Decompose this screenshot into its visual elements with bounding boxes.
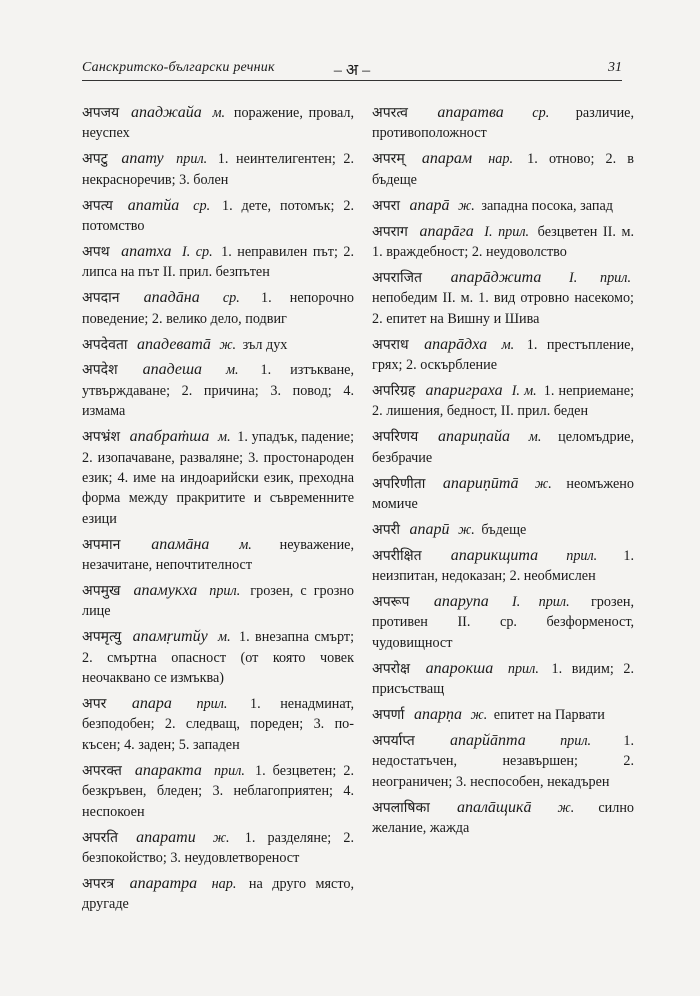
headword-devanagari: अपरक्त	[82, 762, 122, 779]
grammar-label: м.	[212, 105, 226, 121]
headword-transliteration: ападеша	[142, 361, 203, 379]
headword-devanagari: अपदेवता	[82, 336, 128, 353]
headword-transliteration: апарокша	[425, 659, 494, 677]
definition: грозен, с грозно лице	[82, 583, 354, 620]
grammar-label: прил.	[209, 583, 241, 600]
headword-transliteration: апаракта	[134, 761, 202, 779]
dictionary-entry	[372, 103, 634, 144]
dictionary-entry	[82, 103, 354, 144]
grammar-label: ж.	[470, 707, 488, 724]
grammar-label: прил.	[507, 660, 539, 677]
grammar-label: м.	[218, 629, 231, 646]
grammar-label: прил.	[566, 547, 598, 564]
headword-transliteration: апарṇа	[413, 706, 462, 724]
dictionary-entry	[372, 546, 634, 587]
definition: 1. неизпитан, недоказан; 2. необмислен	[372, 547, 634, 585]
grammar-label: I. ср.	[182, 243, 213, 260]
grammar-label: ж.	[458, 521, 475, 538]
headword-transliteration: апарйāпта	[450, 731, 526, 749]
headword-transliteration: апаратра	[129, 874, 198, 892]
grammar-label: м.	[528, 429, 542, 446]
headword-transliteration: апатха	[121, 242, 172, 260]
grammar-label: нар.	[211, 875, 237, 892]
definition: целомъдрие, безбрачие	[372, 429, 635, 466]
dictionary-entry	[82, 288, 354, 329]
headword-devanagari: अपरिग्रह	[372, 382, 416, 399]
headword-devanagari: अपरोक्ष	[372, 660, 411, 677]
headword-transliteration: апаратва	[437, 104, 504, 121]
headword-devanagari: अपराग	[372, 223, 408, 240]
headword-devanagari: अपटु	[82, 151, 108, 168]
definition: неуважение, незачитане, непочтителност	[82, 536, 355, 574]
headword-transliteration: апарам	[421, 150, 473, 168]
grammar-label: ж.	[535, 475, 552, 492]
headword-devanagari: अपर्णा	[372, 707, 405, 724]
dictionary-entry	[372, 520, 634, 540]
definition: 1. неинтелигентен; 2. некрасноречив; 3. болен	[82, 151, 355, 188]
headword-transliteration: апарӣ	[409, 520, 450, 538]
headword-devanagari: अपत्य	[82, 197, 113, 214]
headword-devanagari: अपरीक्षित	[372, 547, 422, 564]
grammar-label: I. м.	[511, 382, 537, 399]
headword-devanagari: अपराजित	[372, 269, 422, 286]
headword-devanagari: अपराध	[372, 336, 409, 353]
dictionary-entry	[372, 222, 634, 263]
definition: грозен, противен II. ср. безформеност, чудовищност	[372, 594, 635, 651]
headword-transliteration: апарупа	[433, 593, 489, 611]
headword-transliteration: апарати	[136, 828, 196, 846]
dictionary-entry	[82, 149, 354, 190]
headword-devanagari: अपर्याप्त	[372, 732, 415, 749]
definition: поражение, провал, неуспех	[82, 105, 355, 142]
definition: 1. недостатъчен, незавършен; 2. неограничен; 3. неспособен, некадърен	[372, 732, 635, 790]
definition: неомъжено момиче	[372, 475, 634, 512]
definition: 1. изтъкване, утвърждаване; 2. причина; 3. повод; 4. измама	[82, 362, 355, 420]
dictionary-entry	[82, 427, 354, 529]
dictionary-entry	[372, 381, 634, 422]
definition: 1. упадък, падение; 2. изопачаване, разваляне; 3. простонароден език; 4. име на индоарийски език, преходна форма между пракритите и съвременните езици	[82, 429, 355, 527]
definition: зъл дух	[242, 336, 288, 353]
definition: 1. непорочно поведение; 2. велико дело, подвиг	[82, 290, 355, 327]
headword-transliteration: апариṇайа	[438, 428, 511, 446]
grammar-label: ж.	[212, 829, 230, 846]
headword-transliteration: апарāдха	[424, 335, 488, 353]
headword-transliteration: апалāщикā	[456, 798, 532, 816]
definition: 1. отново; 2. в бъдеще	[372, 151, 634, 188]
headword-transliteration: апарикщита	[450, 546, 539, 564]
headword-devanagari: अपमान	[82, 536, 121, 553]
headword-transliteration: апарāджита	[450, 268, 542, 286]
headword-devanagari: अपरा	[372, 197, 400, 214]
definition: 1. неприемане; 2. лишения, бедност, II. прил. беден	[372, 382, 635, 420]
grammar-label: м.	[239, 536, 252, 553]
book-title: Санскритско-български речник	[82, 60, 275, 75]
grammar-label: I. прил.	[569, 269, 631, 286]
grammar-label: м.	[501, 336, 515, 353]
headword-devanagari: अपजय	[82, 105, 120, 121]
dictionary-entry	[372, 268, 634, 329]
grammar-label: прил.	[213, 762, 245, 779]
headword-transliteration: апарāга	[419, 222, 474, 240]
dictionary-entry	[372, 659, 634, 700]
definition: 1. ненадминат, безподобен; 2. следващ, пореден; 3. по-късен; 4. заден; 5. западен	[82, 696, 354, 753]
dictionary-entry	[82, 828, 354, 869]
headword-transliteration: апарā	[409, 196, 450, 214]
headword-devanagari: अपरूप	[372, 594, 410, 611]
section-letter: – अ –	[333, 62, 371, 79]
dictionary-entry	[82, 761, 354, 822]
definition: 1. разделяне; 2. безпокойство; 3. неудовлетвореност	[82, 829, 355, 866]
grammar-label: прил.	[176, 151, 208, 168]
grammar-label: м.	[225, 362, 239, 379]
grammar-label: ж.	[219, 336, 237, 353]
grammar-label: ср.	[193, 197, 211, 214]
headword-devanagari: अपरत्र	[82, 875, 115, 892]
dictionary-entry	[82, 627, 354, 688]
grammar-label: I. прил.	[512, 594, 570, 611]
headword-devanagari: अपभ्रंश	[82, 429, 121, 446]
grammar-label: нар.	[488, 151, 514, 168]
grammar-label: ж.	[458, 197, 475, 214]
grammar-label: ср.	[532, 105, 550, 121]
headword-devanagari: अपमृत्यु	[82, 629, 122, 646]
definition: бъдеще	[481, 521, 527, 538]
headword-devanagari: अपर	[82, 696, 107, 713]
headword-transliteration: ападеватā	[137, 335, 211, 353]
dictionary-entry	[372, 335, 634, 376]
headword-devanagari: अपरति	[82, 829, 118, 846]
headword-transliteration: апамṛитйу	[132, 628, 208, 646]
headword-transliteration: ападāна	[143, 289, 200, 307]
headword-devanagari: अपरम्	[372, 151, 405, 168]
grammar-label: прил.	[196, 696, 228, 713]
dictionary-entry	[372, 149, 634, 190]
headword-devanagari: अपथ	[82, 243, 110, 260]
definition: 1. внезапна смърт; 2. смъртна опасност (от която човек неочаквано се измъква)	[82, 629, 355, 687]
headword-devanagari: अपलाषिका	[372, 799, 430, 816]
right-column	[372, 103, 634, 844]
dictionary-entry	[82, 535, 354, 576]
grammar-label: м.	[218, 429, 231, 446]
dictionary-entry	[372, 705, 634, 725]
dictionary-entry	[82, 874, 354, 915]
dictionary-entry	[82, 694, 354, 755]
dictionary-entry	[372, 196, 634, 216]
definition: 1. безцветен; 2. безкръвен, блeден; 3. неблагоприятен; 4. неспокоен	[82, 762, 354, 820]
headword-devanagari: अपदेश	[82, 362, 118, 379]
grammar-label: ср.	[222, 290, 240, 307]
dictionary-entry	[372, 798, 634, 839]
definition: силно желание, жажда	[372, 799, 635, 837]
headword-transliteration: апабраṁша	[129, 428, 210, 446]
headword-transliteration: апариграха	[425, 381, 503, 399]
dictionary-entry	[82, 581, 354, 622]
headword-devanagari: अपरिणीता	[372, 475, 426, 492]
left-column	[82, 103, 354, 920]
headword-devanagari: अपरिणय	[372, 429, 419, 446]
definition: 1. неправилен път; 2. липса на път II. прил. безпътен	[82, 243, 355, 281]
running-header	[82, 56, 622, 81]
page-number: 31	[608, 60, 622, 75]
dictionary-entry	[372, 731, 634, 792]
dictionary-entry	[372, 474, 634, 515]
headword-transliteration: апату	[121, 150, 164, 168]
definition: епитет на Парвати	[493, 707, 605, 724]
headword-transliteration: апамāна	[151, 535, 210, 553]
definition: 1. видим; 2. присъстващ	[372, 660, 635, 698]
grammar-label: ж.	[557, 799, 575, 816]
headword-transliteration: ападжайа	[130, 104, 202, 121]
dictionary-entry	[82, 196, 354, 237]
headword-devanagari: अपरत्व	[372, 105, 408, 121]
headword-transliteration: апара	[131, 695, 172, 713]
headword-devanagari: अपदान	[82, 290, 120, 307]
headword-devanagari: अपरी	[372, 521, 400, 538]
headword-transliteration: апатйа	[127, 196, 180, 214]
grammar-label: прил.	[560, 732, 592, 749]
headword-devanagari: अपमुख	[82, 583, 121, 600]
dictionary-entry	[372, 592, 634, 653]
definition: западна посока, запад	[481, 197, 613, 214]
definition: различие, противоположност	[372, 105, 635, 142]
dictionary-entry	[82, 242, 354, 283]
dictionary-entry	[82, 335, 354, 355]
headword-transliteration: апамукха	[133, 582, 198, 600]
definition: 1. престъпление, грях; 2. оскърбление	[372, 336, 635, 373]
headword-transliteration: апариṇӣтā	[442, 474, 519, 492]
dictionary-entry	[82, 360, 354, 421]
definition: непобедим II. м. 1. вид отровно насекомо; 2. епитет на Вишну и Шива	[372, 290, 634, 327]
definition: на друго място, другаде	[82, 875, 354, 913]
definition: 1. дете, потомък; 2. потомство	[82, 197, 355, 235]
grammar-label: I. прил.	[484, 223, 530, 240]
dictionary-entry	[372, 427, 634, 468]
definition: безцветен II. м. 1. враждебност; 2. неудоволство	[372, 223, 635, 260]
